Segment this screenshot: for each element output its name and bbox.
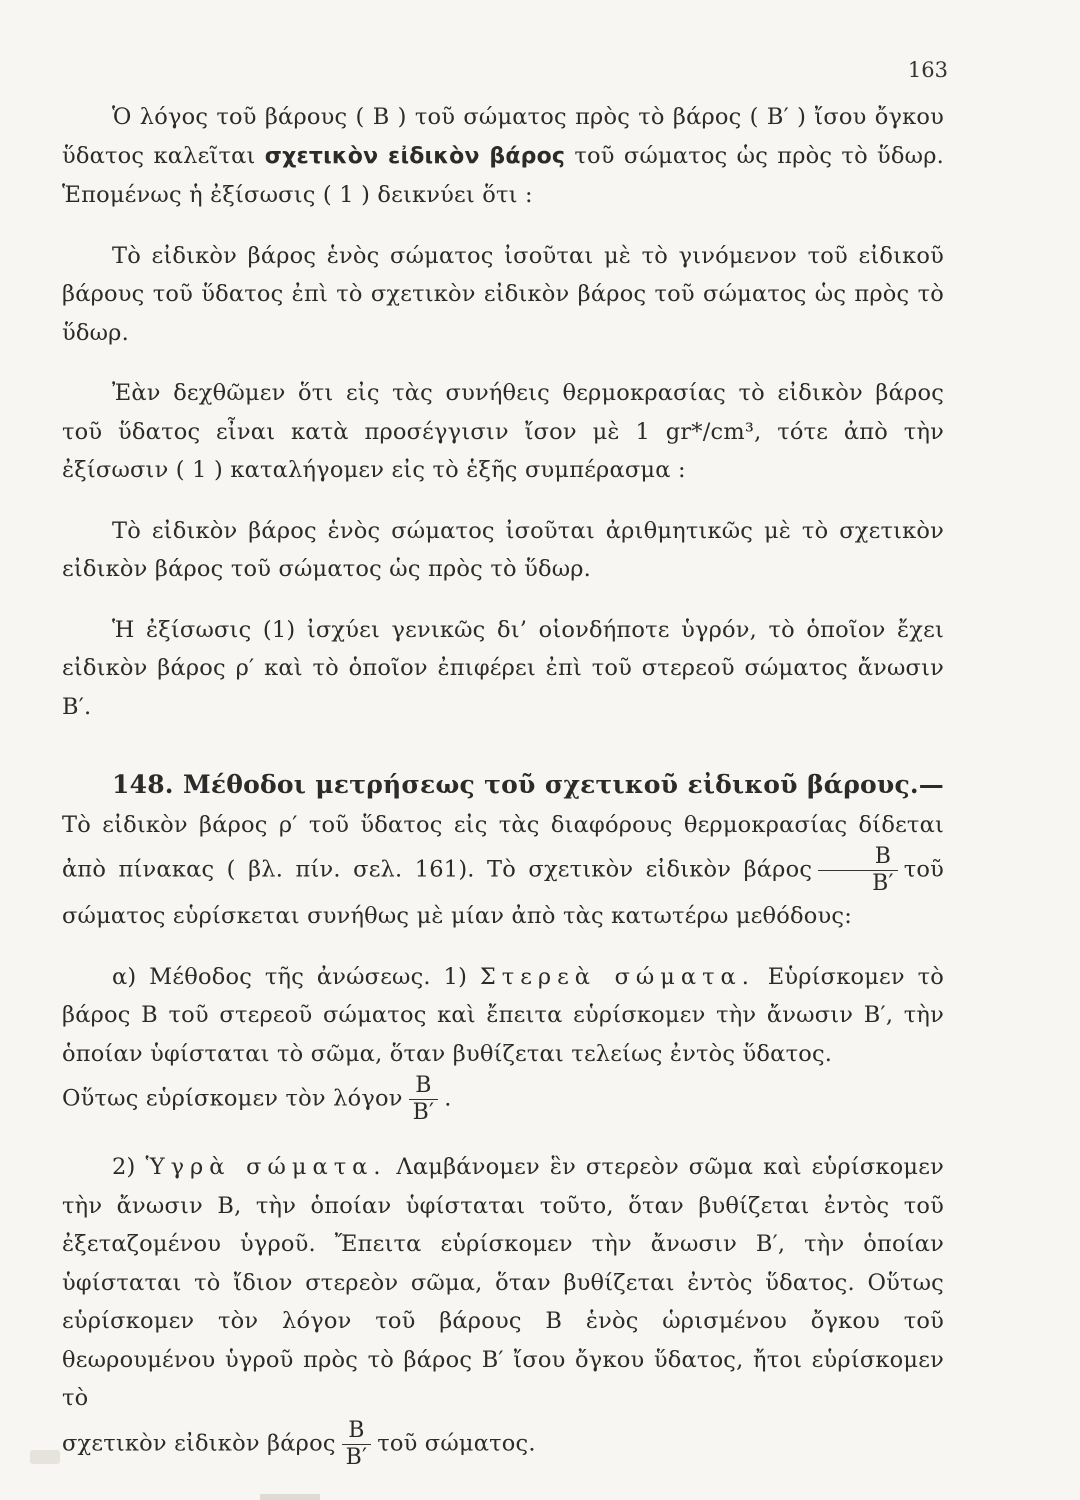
text-segment: Τὸ εἰδικὸν βάρος ρ′ τοῦ ὕδατος εἰς τὰς διαφόρους θερμοκρασίας δίδεται ἀπὸ πίνακας ( βλ. πίν. σελ. 161). Τὸ σχετικὸν εἰδικὸν βάρος — [62, 811, 944, 883]
paragraph-general-liquid: Ἡ ἐξίσωσις (1) ἰσχύει γενικῶς δι’ οἱονδήποτε ὑγρόν, τὸ ὁποῖον ἔχει εἰδικὸν βάρος ρ′ καὶ τὸ ὁποῖον ἐπιφέρει ἐπὶ τοῦ στερεοῦ σώματος ἄνωσιν Β′. — [62, 616, 944, 720]
fraction-b-over-bprime — [342, 1418, 372, 1471]
spaced-subheading: Ὑγρὰ σώματα. — [145, 1154, 387, 1180]
paragraph-water-density: Ἐὰν δεχθῶμεν ὅτι εἰς τὰς συνήθεις θερμοκρασίας τὸ εἰδικὸν βάρος τοῦ ὕδατος εἶναι κατὰ προσέγγισιν ἴσον μὲ 1 gr*/cm³, τότε ἀπὸ τὴν ἐξίσωσιν ( 1 ) καταλήγομεν εἰς τὸ ἑξῆς συμπέρασμα : — [62, 380, 944, 483]
fraction-numerator: B — [415, 1073, 432, 1098]
fraction-denominator: B′ — [409, 1099, 439, 1126]
spaced-subheading: Στερεὰ σώματα. — [479, 963, 755, 990]
paragraph-ratio-liquids — [62, 1418, 944, 1471]
paragraph-method-liquids — [62, 1148, 944, 1418]
text-segment: τοῦ σώματος. — [377, 1430, 536, 1456]
paragraph-conclusion: Τὸ εἰδικὸν βάρος ἑνὸς σώματος ἰσοῦται ἀριθμητικῶς μὲ τὸ σχετικὸν εἰδικὸν βάρος τοῦ σώματος ὡς πρὸς τὸ ὕδωρ. — [62, 517, 944, 582]
text-segment: σχετικὸν εἰδικὸν βάρος — [62, 1430, 336, 1456]
page-number: 163 — [907, 58, 948, 82]
page-body — [62, 98, 944, 1471]
fraction-numerator: B — [874, 844, 892, 869]
page-smudge — [30, 1450, 60, 1464]
fraction-numerator: B — [348, 1417, 365, 1443]
fraction-b-over-bprime — [818, 844, 898, 897]
paragraph-definition — [62, 98, 944, 215]
text-segment: Λαμβάνομεν ἓν στερεὸν σῶμα καὶ εὑρίσκομεν τὴν ἄνωσιν Β, τὴν ὁποίαν ὑφίσταται τοῦτο, ὅταν βυθίζεται ἐντὸς τοῦ ἐξεταζομένου ὑγροῦ. Ἔπειτα εὑρίσκομεν τὴν ἄνωσιν Β′, τὴν ὁποίαν ὑφίσταται τὸ ἴδιον στερεὸν σῶμα, ὅταν βυθίζεται ἐντὸς ὕδατος. Οὕτως εὑρίσκομεν τὸν λόγον τοῦ βάρους Β ἑνὸς ὡρισμένου ὄγκου τοῦ θεωρουμένου ὑγροῦ πρὸς τὸ βάρος Β′ ἴσου ὄγκου ὕδατος, ἤτοι εὑρίσκομεν τὸ — [62, 1154, 944, 1411]
paragraph-method-solids — [62, 958, 944, 1074]
text-segment: Οὕτως εὑρίσκομεν τὸν λόγον — [62, 1085, 403, 1112]
text-segment: Ὁ λόγος τοῦ βάρους ( Β ) τοῦ σώματος πρὸς τὸ βάρος ( Β′ ) ἴσου ὄγκου ὕδατος καλεῖται — [62, 104, 944, 169]
text-segment: 2) — [112, 1154, 146, 1180]
fraction-b-over-bprime — [409, 1073, 439, 1126]
fraction-denominator: B′ — [342, 1444, 372, 1471]
text-segment: α) Μέθοδος τῆς ἀνώσεως. 1) — [112, 963, 480, 990]
paragraph-ratio-solids: Οὕτως εὑρίσκομεν τὸν λόγον $\frac{B}{B'}$ . — [62, 1073, 452, 1125]
defined-term: σχετικὸν εἰδικὸν βάρος — [264, 143, 566, 169]
section-148 — [62, 766, 944, 936]
fraction-denominator: B′ — [818, 870, 898, 897]
paragraph-rule-1: Τὸ εἰδικὸν βάρος ἑνὸς σώματος ἰσοῦται μὲ τὸ γινόμενον τοῦ εἰδικοῦ βάρους τοῦ ὕδατος ἐπὶ τὸ σχετικὸν εἰδικὸν βάρος τοῦ σώματος ὡς πρὸς τὸ ὕδωρ. — [62, 242, 944, 346]
section-heading: 148. Μέθοδοι μετρήσεως τοῦ σχετικοῦ εἰδικοῦ βάρους.— — [112, 770, 944, 799]
text-segment: τοῦ σώματος εὑρίσκεται συνήθως μὲ μίαν ἀπὸ τὰς κατωτέρω μεθόδους: — [62, 856, 944, 929]
page-smudge — [260, 1494, 320, 1500]
text-segment: Εὑρίσκομεν τὸ βάρος Β τοῦ στερεοῦ σώματος καὶ ἔπειτα εὑρίσκομεν τὴν ἄνωσιν Β′, τὴν ὁποίαν ὑφίσταται τὸ σῶμα, ὅταν βυθίζεται τελείως ἐντὸς ὕδατος. — [62, 963, 944, 1067]
text-segment: τοῦ σώματος ὡς πρὸς τὸ ὕδωρ. Ἑπομένως ἡ ἐξίσωσις ( 1 ) δεικνύει ὅτι : — [62, 142, 945, 208]
